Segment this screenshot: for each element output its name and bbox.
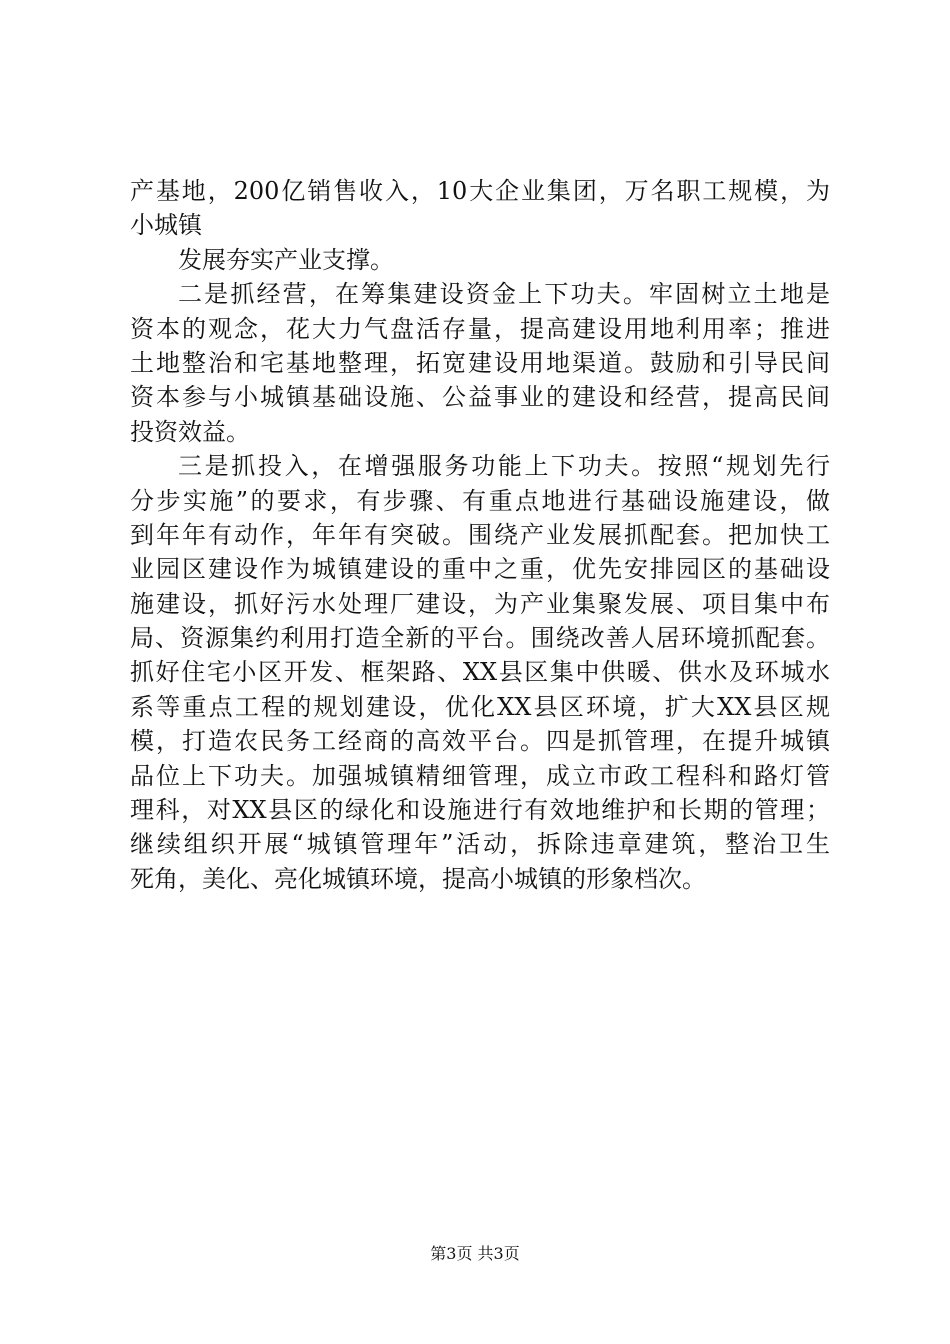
document-body xyxy=(130,174,830,896)
text-line: 发展夯实产业支撑。 xyxy=(178,245,394,274)
text-line: 到年年有动作，年年有突破。围绕产业发展抓配套。把加快工 xyxy=(130,520,830,549)
text-line: 模，打造农民务工经商的高效平台。四是抓管理，在提升城镇 xyxy=(130,727,830,756)
page-number: 第3页 共3页 xyxy=(430,1244,520,1263)
text-line: 品位上下功夫。加强城镇精细管理，成立市政工程科和路灯管 xyxy=(130,761,830,790)
text-line: 资本的观念，花大力气盘活存量，提高建设用地利用率；推进 xyxy=(130,314,830,343)
text-line: 二是抓经营，在筹集建设资金上下功夫。牢固树立土地是 xyxy=(178,280,830,309)
text-line: 抓好住宅小区开发、框架路、XX县区集中供暖、供水及环城水 xyxy=(130,658,830,687)
text-line: 资本参与小城镇基础设施、公益事业的建设和经营，提高民间 xyxy=(130,383,830,412)
text-line: 死角，美化、亮化城镇环境，提高小城镇的形象档次。 xyxy=(130,864,706,893)
text-line: 理科，对XX县区的绿化和设施进行有效地维护和长期的管理； xyxy=(130,796,830,825)
text-line: 土地整治和宅基地整理，拓宽建设用地渠道。鼓励和引导民间 xyxy=(130,348,830,377)
text-line: 继续组织开展“城镇管理年”活动，拆除违章建筑，整治卫生 xyxy=(130,830,830,859)
page-footer xyxy=(0,1244,950,1264)
text-line: 系等重点工程的规划建设，优化XX县区环境，扩大XX县区规 xyxy=(130,692,830,721)
text-line: 投资效益。 xyxy=(130,417,250,446)
text-line: 三是抓投入，在增强服务功能上下功夫。按照“规划先行 xyxy=(178,452,830,481)
text-line: 业园区建设作为城镇建设的重中之重，优先安排园区的基础设 xyxy=(130,555,830,584)
text-line: 小城镇 xyxy=(130,211,202,240)
text-line: 产基地，200亿销售收入，10大企业集团，万名职工规模，为 xyxy=(130,177,830,205)
text-line: 局、资源集约利用打造全新的平台。围绕改善人居环境抓配套。 xyxy=(130,624,830,653)
text-line: 分步实施”的要求，有步骤、有重点地进行基础设施建设，做 xyxy=(130,486,830,515)
text-line: 施建设，抓好污水处理厂建设，为产业集聚发展、项目集中布 xyxy=(130,589,830,618)
